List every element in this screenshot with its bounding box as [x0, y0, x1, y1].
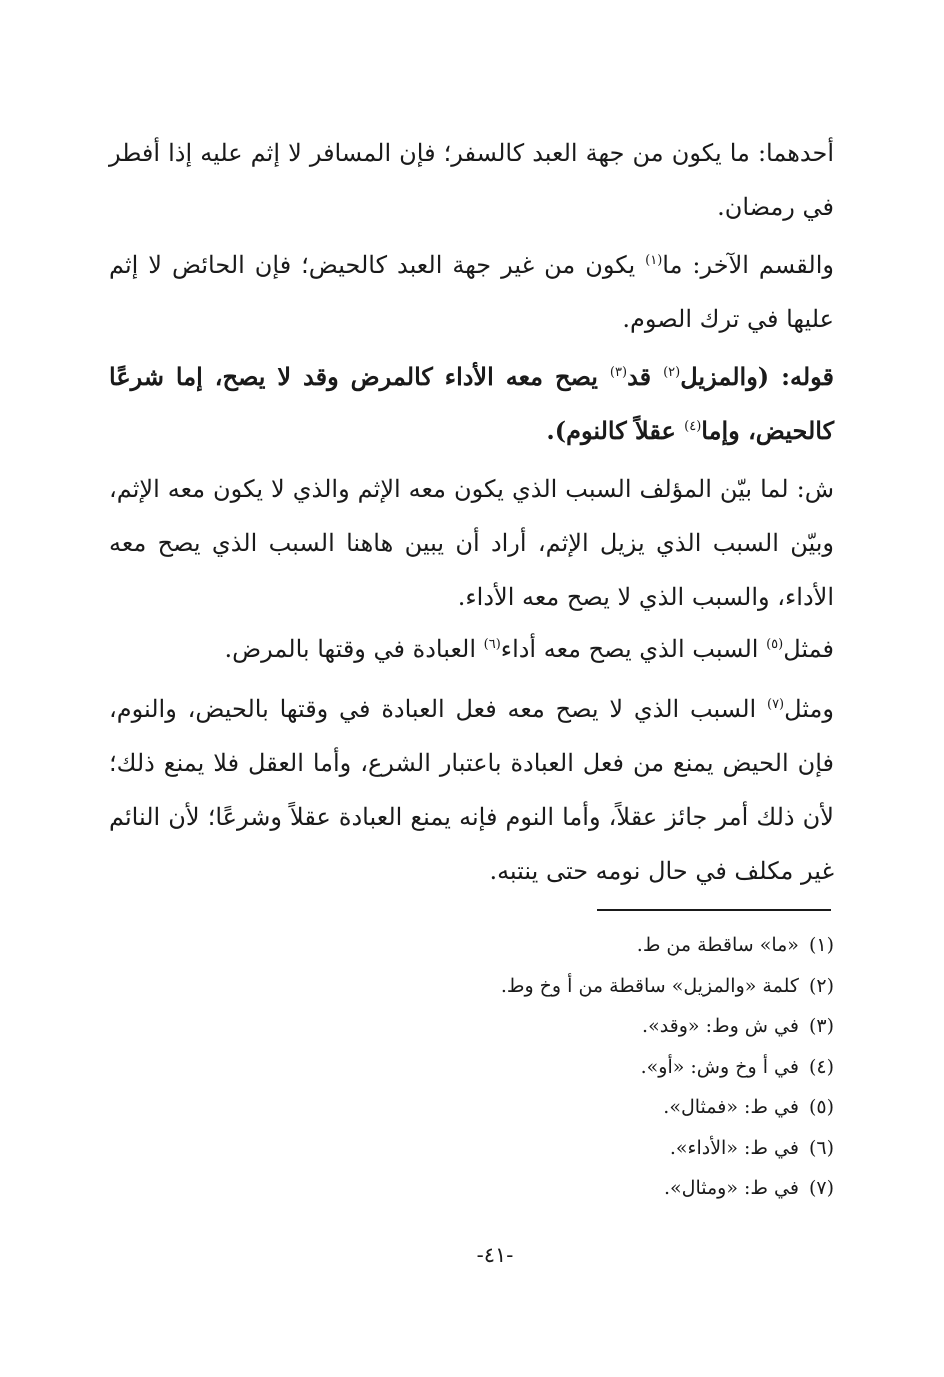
footnote-number: (٧)	[808, 1177, 834, 1199]
paragraph-1: أحدهما: ما يكون من جهة العبد كالسفر؛ فإن المسافر لا إثم عليه إذا أفطر في رمضان.	[109, 139, 834, 221]
p3-text-d: عقلاً كالنوم).	[546, 416, 685, 445]
footnote-number: (٥)	[808, 1096, 834, 1118]
footnote-ref-4: (٤)	[684, 419, 702, 434]
footnote-text: في ش وط: «وقد».	[642, 1015, 799, 1037]
paragraph-2	[109, 238, 834, 346]
footnote-separator	[597, 909, 831, 911]
footnote-number: (٣)	[808, 1015, 834, 1037]
footnote-number: (١)	[808, 934, 834, 956]
main-text-p4	[109, 462, 834, 624]
main-text-p3	[109, 350, 834, 458]
footnote-5	[109, 1087, 834, 1128]
footnote-ref-6: (٦)	[483, 637, 501, 652]
footnote-3	[109, 1006, 834, 1047]
paragraph-6	[109, 682, 834, 898]
footnote-number: (٤)	[808, 1055, 834, 1078]
page-number: -٤١-	[476, 1243, 514, 1267]
paragraph-4: ش: لما بيّن المؤلف السبب الذي يكون معه الإثم والذي لا يكون معه الإثم، وبيّن السبب الذي يزيل الإثم، أراد أن يبين هاهنا السبب الذي يصح معه الأداء، والسبب الذي لا يصح معه الأداء.	[109, 475, 834, 611]
footnote-2	[109, 966, 834, 1007]
footnote-text: في أ وخ وش: «أو».	[640, 1055, 799, 1078]
footnotes	[109, 925, 834, 1209]
main-text-p2	[109, 238, 834, 346]
p3-lead: قوله:	[769, 362, 835, 391]
footnote-ref-2: (٢)	[663, 365, 681, 380]
main-text-p6	[109, 682, 834, 898]
p2-text-a: والقسم الآخر: ما	[662, 251, 834, 279]
p3-text-c: يصح معه الأداء كالمرض وقد لا يصح، إما شرعًا كالحيض، وإما	[109, 362, 834, 445]
p5-text-b: السبب الذي يصح معه أداء	[500, 635, 767, 663]
p6-text-b: السبب الذي لا يصح معه فعل العبادة في وقتها بالحيض، والنوم، فإن الحيض يمنع من فعل العبادة باعتبار الشرع، وأما العقل فلا يمنع ذلك؛ لأن ذلك أمر جائز عقلاً، وأما النوم فإنه يمنع العبادة عقلاً وشرعًا؛ لأن النائم غير مكلف في حال نومه حتى ينتبه.	[109, 695, 834, 885]
paragraph-3	[109, 350, 834, 458]
p6-text-a: ومثل	[784, 695, 834, 723]
footnote-7	[109, 1168, 834, 1209]
footnote-1	[109, 925, 834, 966]
footnote-ref-7: (٧)	[766, 697, 785, 712]
p3-text-a: (والمزيل	[680, 362, 770, 391]
footnote-text: في ط: «ومثال».	[663, 1177, 799, 1199]
footnote-text: «ما» ساقطة من ط.	[636, 934, 799, 956]
p3-text-b: قد	[627, 362, 664, 391]
p2-text-b: يكون من غير جهة العبد كالحيض؛ فإن الحائض لا إثم عليها في ترك الصوم.	[109, 251, 834, 333]
footnote-text: في ط: «فمثال».	[663, 1096, 799, 1118]
footnote-ref-1: (١)	[645, 253, 663, 268]
footnote-6	[109, 1128, 834, 1169]
footnote-ref-5: (٥)	[766, 637, 784, 652]
footnote-ref-3: (٣)	[609, 365, 628, 380]
p5-text-c: العبادة في وقتها بالمرض.	[224, 635, 484, 663]
footnote-number: (٦)	[808, 1136, 834, 1159]
footnote-4	[109, 1047, 834, 1088]
p5-text-a: فمثل	[783, 635, 834, 663]
footnote-text: في ط: «الأداء».	[669, 1136, 799, 1159]
paragraph-5	[109, 622, 834, 676]
footnote-number: (٢)	[808, 974, 834, 997]
main-text	[109, 126, 834, 234]
footnote-text: كلمة «والمزيل» ساقطة من أ وخ وط.	[500, 974, 799, 997]
main-text-p5	[109, 622, 834, 676]
